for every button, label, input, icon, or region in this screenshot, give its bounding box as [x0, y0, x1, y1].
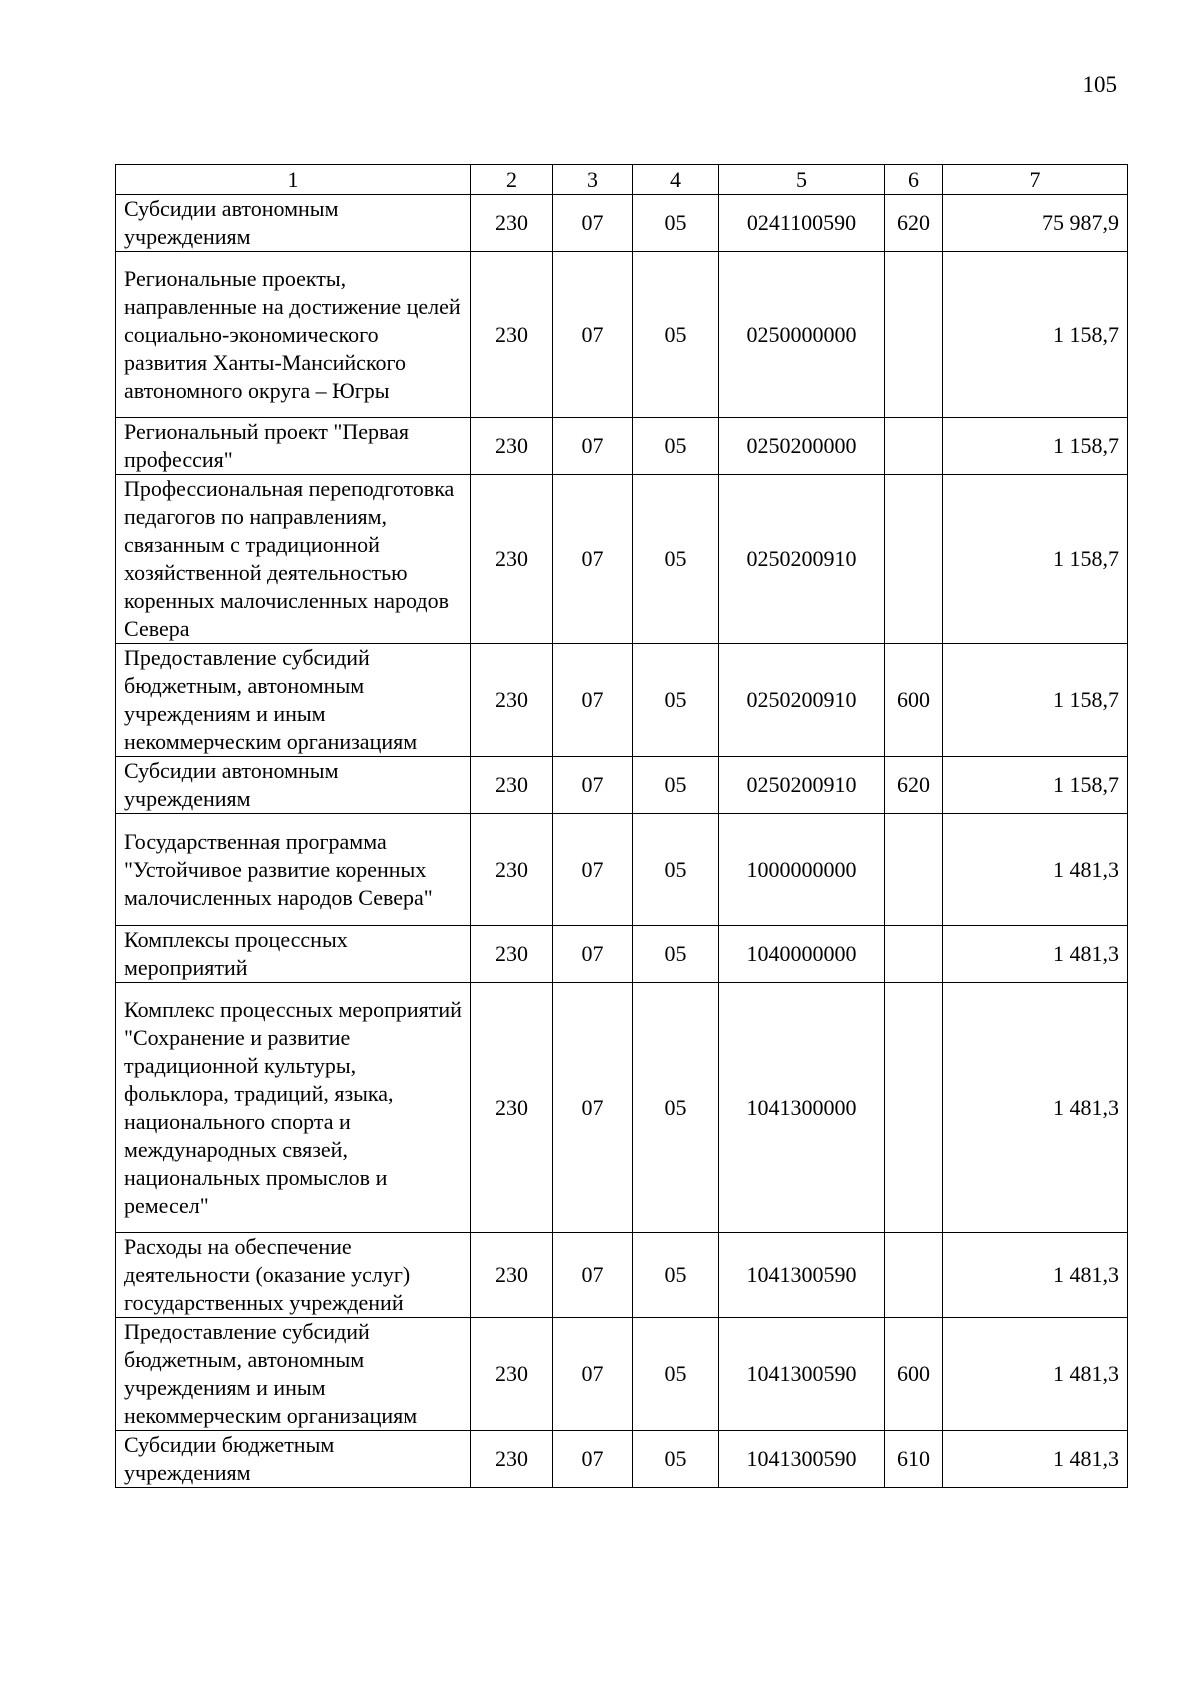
row-code-3: 07 — [553, 1431, 633, 1488]
row-code-4: 05 — [633, 814, 719, 926]
row-code-6: 620 — [885, 195, 943, 252]
column-header-4: 4 — [633, 165, 719, 195]
table-header — [116, 165, 1128, 195]
row-amount: 1 481,3 — [943, 1318, 1128, 1431]
row-name: Региональный проект "Первая профессия" — [116, 418, 471, 475]
row-code-3: 07 — [553, 926, 633, 983]
row-code-2: 230 — [471, 1431, 553, 1488]
row-code-6 — [885, 926, 943, 983]
row-code-6 — [885, 983, 943, 1233]
row-name: Профессиональная переподготовка педагогов по направлениям, связанным с традиционной хозяйственной деятельностью коренных малочисленных народов Севера — [116, 475, 471, 644]
row-code-2: 230 — [471, 757, 553, 814]
row-code-5: 1040000000 — [719, 926, 885, 983]
row-code-2: 230 — [471, 814, 553, 926]
row-name: Комплекс процессных мероприятий "Сохранение и развитие традиционной культуры, фольклора, традиций, языка, национального спорта и международных связей, национальных промыслов и ремесел" — [116, 983, 471, 1233]
row-code-3: 07 — [553, 814, 633, 926]
row-code-4: 05 — [633, 644, 719, 757]
row-code-5: 1041300000 — [719, 983, 885, 1233]
row-code-5: 0241100590 — [719, 195, 885, 252]
row-code-6 — [885, 1233, 943, 1318]
row-code-3: 07 — [553, 1233, 633, 1318]
row-name: Субсидии автономным учреждениям — [116, 195, 471, 252]
row-amount: 1 158,7 — [943, 418, 1128, 475]
row-code-5: 1041300590 — [719, 1233, 885, 1318]
row-code-2: 230 — [471, 418, 553, 475]
row-code-4: 05 — [633, 475, 719, 644]
column-header-6: 6 — [885, 165, 943, 195]
budget-table — [115, 164, 1128, 1488]
row-code-4: 05 — [633, 757, 719, 814]
row-code-2: 230 — [471, 1318, 553, 1431]
row-code-4: 05 — [633, 1233, 719, 1318]
page-number: 105 — [1082, 72, 1117, 97]
row-code-6: 610 — [885, 1431, 943, 1488]
row-code-5: 1041300590 — [719, 1431, 885, 1488]
row-code-5: 1041300590 — [719, 1318, 885, 1431]
row-amount: 1 158,7 — [943, 757, 1128, 814]
table-row — [116, 1318, 1128, 1431]
row-code-3: 07 — [553, 195, 633, 252]
row-name: Субсидии бюджетным учреждениям — [116, 1431, 471, 1488]
column-header-3: 3 — [553, 165, 633, 195]
row-code-3: 07 — [553, 644, 633, 757]
row-amount: 1 158,7 — [943, 644, 1128, 757]
row-name: Предоставление субсидий бюджетным, автономным учреждениям и иным некоммерческим организациям — [116, 644, 471, 757]
table-row — [116, 644, 1128, 757]
table-row — [116, 983, 1128, 1233]
row-code-6 — [885, 814, 943, 926]
row-name: Предоставление субсидий бюджетным, автономным учреждениям и иным некоммерческим организациям — [116, 1318, 471, 1431]
row-code-6: 600 — [885, 644, 943, 757]
table-row — [116, 195, 1128, 252]
row-code-3: 07 — [553, 757, 633, 814]
table-body — [116, 195, 1128, 1488]
row-code-4: 05 — [633, 926, 719, 983]
row-amount: 1 481,3 — [943, 1431, 1128, 1488]
row-code-2: 230 — [471, 644, 553, 757]
row-code-4: 05 — [633, 418, 719, 475]
row-code-4: 05 — [633, 1318, 719, 1431]
row-name: Субсидии автономным учреждениям — [116, 757, 471, 814]
row-code-2: 230 — [471, 195, 553, 252]
table-row — [116, 814, 1128, 926]
row-code-3: 07 — [553, 1318, 633, 1431]
row-amount: 1 481,3 — [943, 1233, 1128, 1318]
row-code-5: 1000000000 — [719, 814, 885, 926]
header-row — [116, 165, 1128, 195]
row-code-4: 05 — [633, 195, 719, 252]
row-code-6 — [885, 418, 943, 475]
row-code-6: 620 — [885, 757, 943, 814]
table-row — [116, 252, 1128, 418]
row-code-5: 0250200910 — [719, 644, 885, 757]
row-code-5: 0250200910 — [719, 475, 885, 644]
row-code-6 — [885, 252, 943, 418]
row-code-4: 05 — [633, 252, 719, 418]
row-amount: 1 481,3 — [943, 983, 1128, 1233]
row-amount: 1 481,3 — [943, 926, 1128, 983]
row-code-3: 07 — [553, 475, 633, 644]
row-name: Комплексы процессных мероприятий — [116, 926, 471, 983]
row-code-3: 07 — [553, 418, 633, 475]
row-code-6: 600 — [885, 1318, 943, 1431]
table-row — [116, 926, 1128, 983]
row-code-2: 230 — [471, 926, 553, 983]
table-row — [116, 475, 1128, 644]
row-amount: 1 158,7 — [943, 475, 1128, 644]
row-code-2: 230 — [471, 252, 553, 418]
row-code-4: 05 — [633, 983, 719, 1233]
row-amount: 1 481,3 — [943, 814, 1128, 926]
table-row — [116, 1233, 1128, 1318]
row-code-5: 0250200000 — [719, 418, 885, 475]
table-row — [116, 1431, 1128, 1488]
table-row — [116, 418, 1128, 475]
row-amount: 75 987,9 — [943, 195, 1128, 252]
row-code-3: 07 — [553, 983, 633, 1233]
row-name: Расходы на обеспечение деятельности (оказание услуг) государственных учреждений — [116, 1233, 471, 1318]
column-header-5: 5 — [719, 165, 885, 195]
table-row — [116, 757, 1128, 814]
row-code-2: 230 — [471, 983, 553, 1233]
column-header-2: 2 — [471, 165, 553, 195]
row-code-2: 230 — [471, 1233, 553, 1318]
row-name: Государственная программа "Устойчивое развитие коренных малочисленных народов Севера" — [116, 814, 471, 926]
row-code-4: 05 — [633, 1431, 719, 1488]
row-code-3: 07 — [553, 252, 633, 418]
column-header-7: 7 — [943, 165, 1128, 195]
row-code-5: 0250000000 — [719, 252, 885, 418]
row-code-5: 0250200910 — [719, 757, 885, 814]
row-code-6 — [885, 475, 943, 644]
column-header-1: 1 — [116, 165, 471, 195]
row-amount: 1 158,7 — [943, 252, 1128, 418]
row-code-2: 230 — [471, 475, 553, 644]
row-name: Региональные проекты, направленные на достижение целей социально-экономического развития Ханты-Мансийского автономного округа – Югры — [116, 252, 471, 418]
